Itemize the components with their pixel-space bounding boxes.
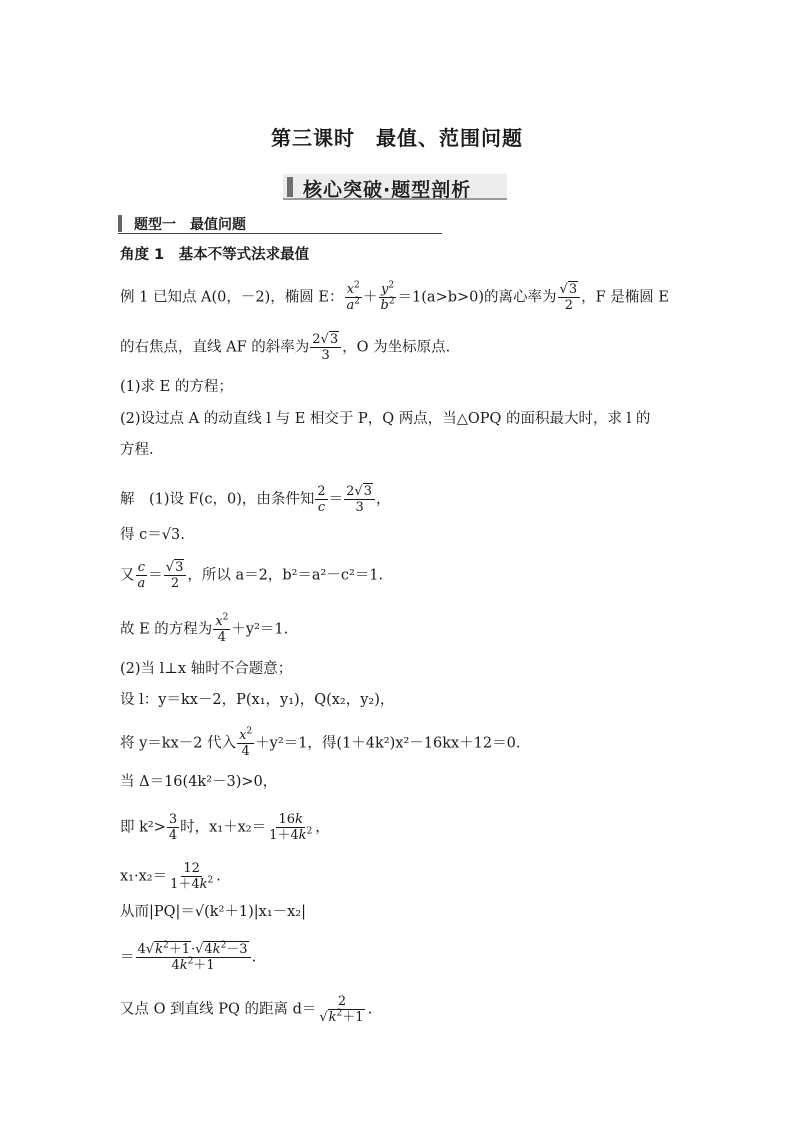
fraction: $\frac{4√k^2+1\cdot√4k^2-3}{4k^2+1}$ [136,942,251,973]
fraction: $\frac{2}{c}$ [317,484,326,515]
fraction: $\frac{3}{4}$ [168,812,178,843]
solution-text: 故 E 的方程为 [120,621,213,638]
solution-line-2: 得 c＝√3. [120,527,185,543]
fraction: $\frac{y^2}{b^2}$ [380,280,395,313]
solution-line-6: 设 l：y＝kx－2，P(x₁，y₁)，Q(x₂，y₂)， [120,692,395,708]
solution-line-3: 又 $\frac{c}{a}$ ＝ $\frac{√3}{2}$ ，所以 a＝2，b²＝a²－c²＝1. [120,560,384,591]
fraction: $\frac{2√3}{3}$ [310,332,341,363]
solution-text: 又点 O 到直线 PQ 的距离 d＝ [120,1001,317,1018]
solution-text: ，所以 a＝2，b²＝a²－c²＝1. [187,567,384,584]
solution-text: ＋y²＝1. [231,621,289,638]
fraction: $\frac{x^2}{4}$ [215,612,229,645]
solution-line-1: 解 (1)设 F(c，0)，由条件知 $\frac{2}{c}$ ＝ $\frac{2√3}{3}$ ， [120,484,391,515]
question-2-line-1: (2)设过点 A 的动直线 l 与 E 相交于 P，Q 两点，当△OPQ 的面积最大时，求 l 的 [120,411,651,427]
fraction: $\frac{x^2}{4}$ [239,726,253,759]
solution-text: ＋y²＝1，得(1＋4k²)x²－16kx＋12＝0. [255,735,521,752]
solution-line-13: 又点 O 到直线 PQ 的距离 d＝ $\frac{2}{√k^2+1}$ . [120,994,373,1025]
fraction: $\frac{12}{1+4k^2}$ [170,861,214,892]
solution-text: ＝ [120,949,135,966]
solution-text: 又 [120,567,135,584]
fraction: $\frac{√3}{2}$ [558,282,581,313]
solution-line-9: 即 k²> $\frac{3}{4}$ 时，x₁＋x₂＝ $\frac{16k}{1+4k^2}$ ， [120,812,330,843]
solution-text: 解 (1)设 F(c，0)，由条件知 [120,491,315,508]
fraction: $\frac{c}{a}$ [137,560,146,591]
fraction: $\frac{x^2}{a^2}$ [346,280,360,313]
question-2-line-2: 方程. [120,442,154,458]
section-mark-icon [118,215,122,232]
example-text: ，F 是椭圆 E [581,289,669,306]
solution-line-5: (2)当 l⊥x 轴时不合题意； [120,661,293,677]
example-line-1: 例 1 已知点 A(0，－2)，椭圆 E： $\frac{x^2}{a^2}$ ＋ $\frac{y^2}{b^2}$ ＝1(a>b>0)的离心率为 $\frac{√3}{2}$ ，F 是椭圆 E [120,280,669,313]
section-banner [283,174,507,200]
solution-line-12: ＝ $\frac{4√k^2+1\cdot√4k^2-3}{4k^2+1}$ . [120,940,257,973]
solution-text: 将 y＝kx－2 代入 [120,735,237,752]
example-text: 例 1 已知点 A(0，－2)，椭圆 E： [120,289,344,306]
solution-text: 即 k²> [120,819,166,836]
solution-line-7 [120,728,520,759]
angle-heading: 角度 1 基本不等式法求最值 [120,247,310,263]
question-1: (1)求 E 的方程； [120,379,233,395]
banner-bar-icon [287,177,293,197]
solution-line-4 [120,614,288,645]
example-text: ＝1(a>b>0)的离心率为 [397,289,557,306]
fraction: $\frac{16k}{1+4k^2}$ [269,812,313,843]
fraction: $\frac{2√3}{3}$ [344,484,375,515]
solution-line-8: 当 Δ＝16(4k²－3)>0， [120,774,278,790]
example-text: ，O 为坐标原点. [342,339,451,356]
solution-line-10: x₁·x₂＝ $\frac{12}{1+4k^2}$ . [120,861,221,892]
fraction: $\frac{√3}{2}$ [164,560,187,591]
section-heading [118,214,442,234]
solution-text: 时，x₁＋x₂＝ [180,819,267,836]
example-text: 的右焦点，直线 AF 的斜率为 [120,339,310,356]
banner-text: 核心突破·题型剖析 [303,179,472,201]
solution-text: x₁·x₂＝ [120,868,168,885]
page-title: 第三课时 最值、范围问题 [271,126,523,150]
solution-line-11: 从而|PQ|＝√(k²＋1)|x₁－x₂| [120,904,307,920]
section-label: 题型一 最值问题 [134,217,246,233]
fraction: $\frac{2}{√k^2+1}$ [319,994,364,1025]
example-line-2 [120,332,450,363]
